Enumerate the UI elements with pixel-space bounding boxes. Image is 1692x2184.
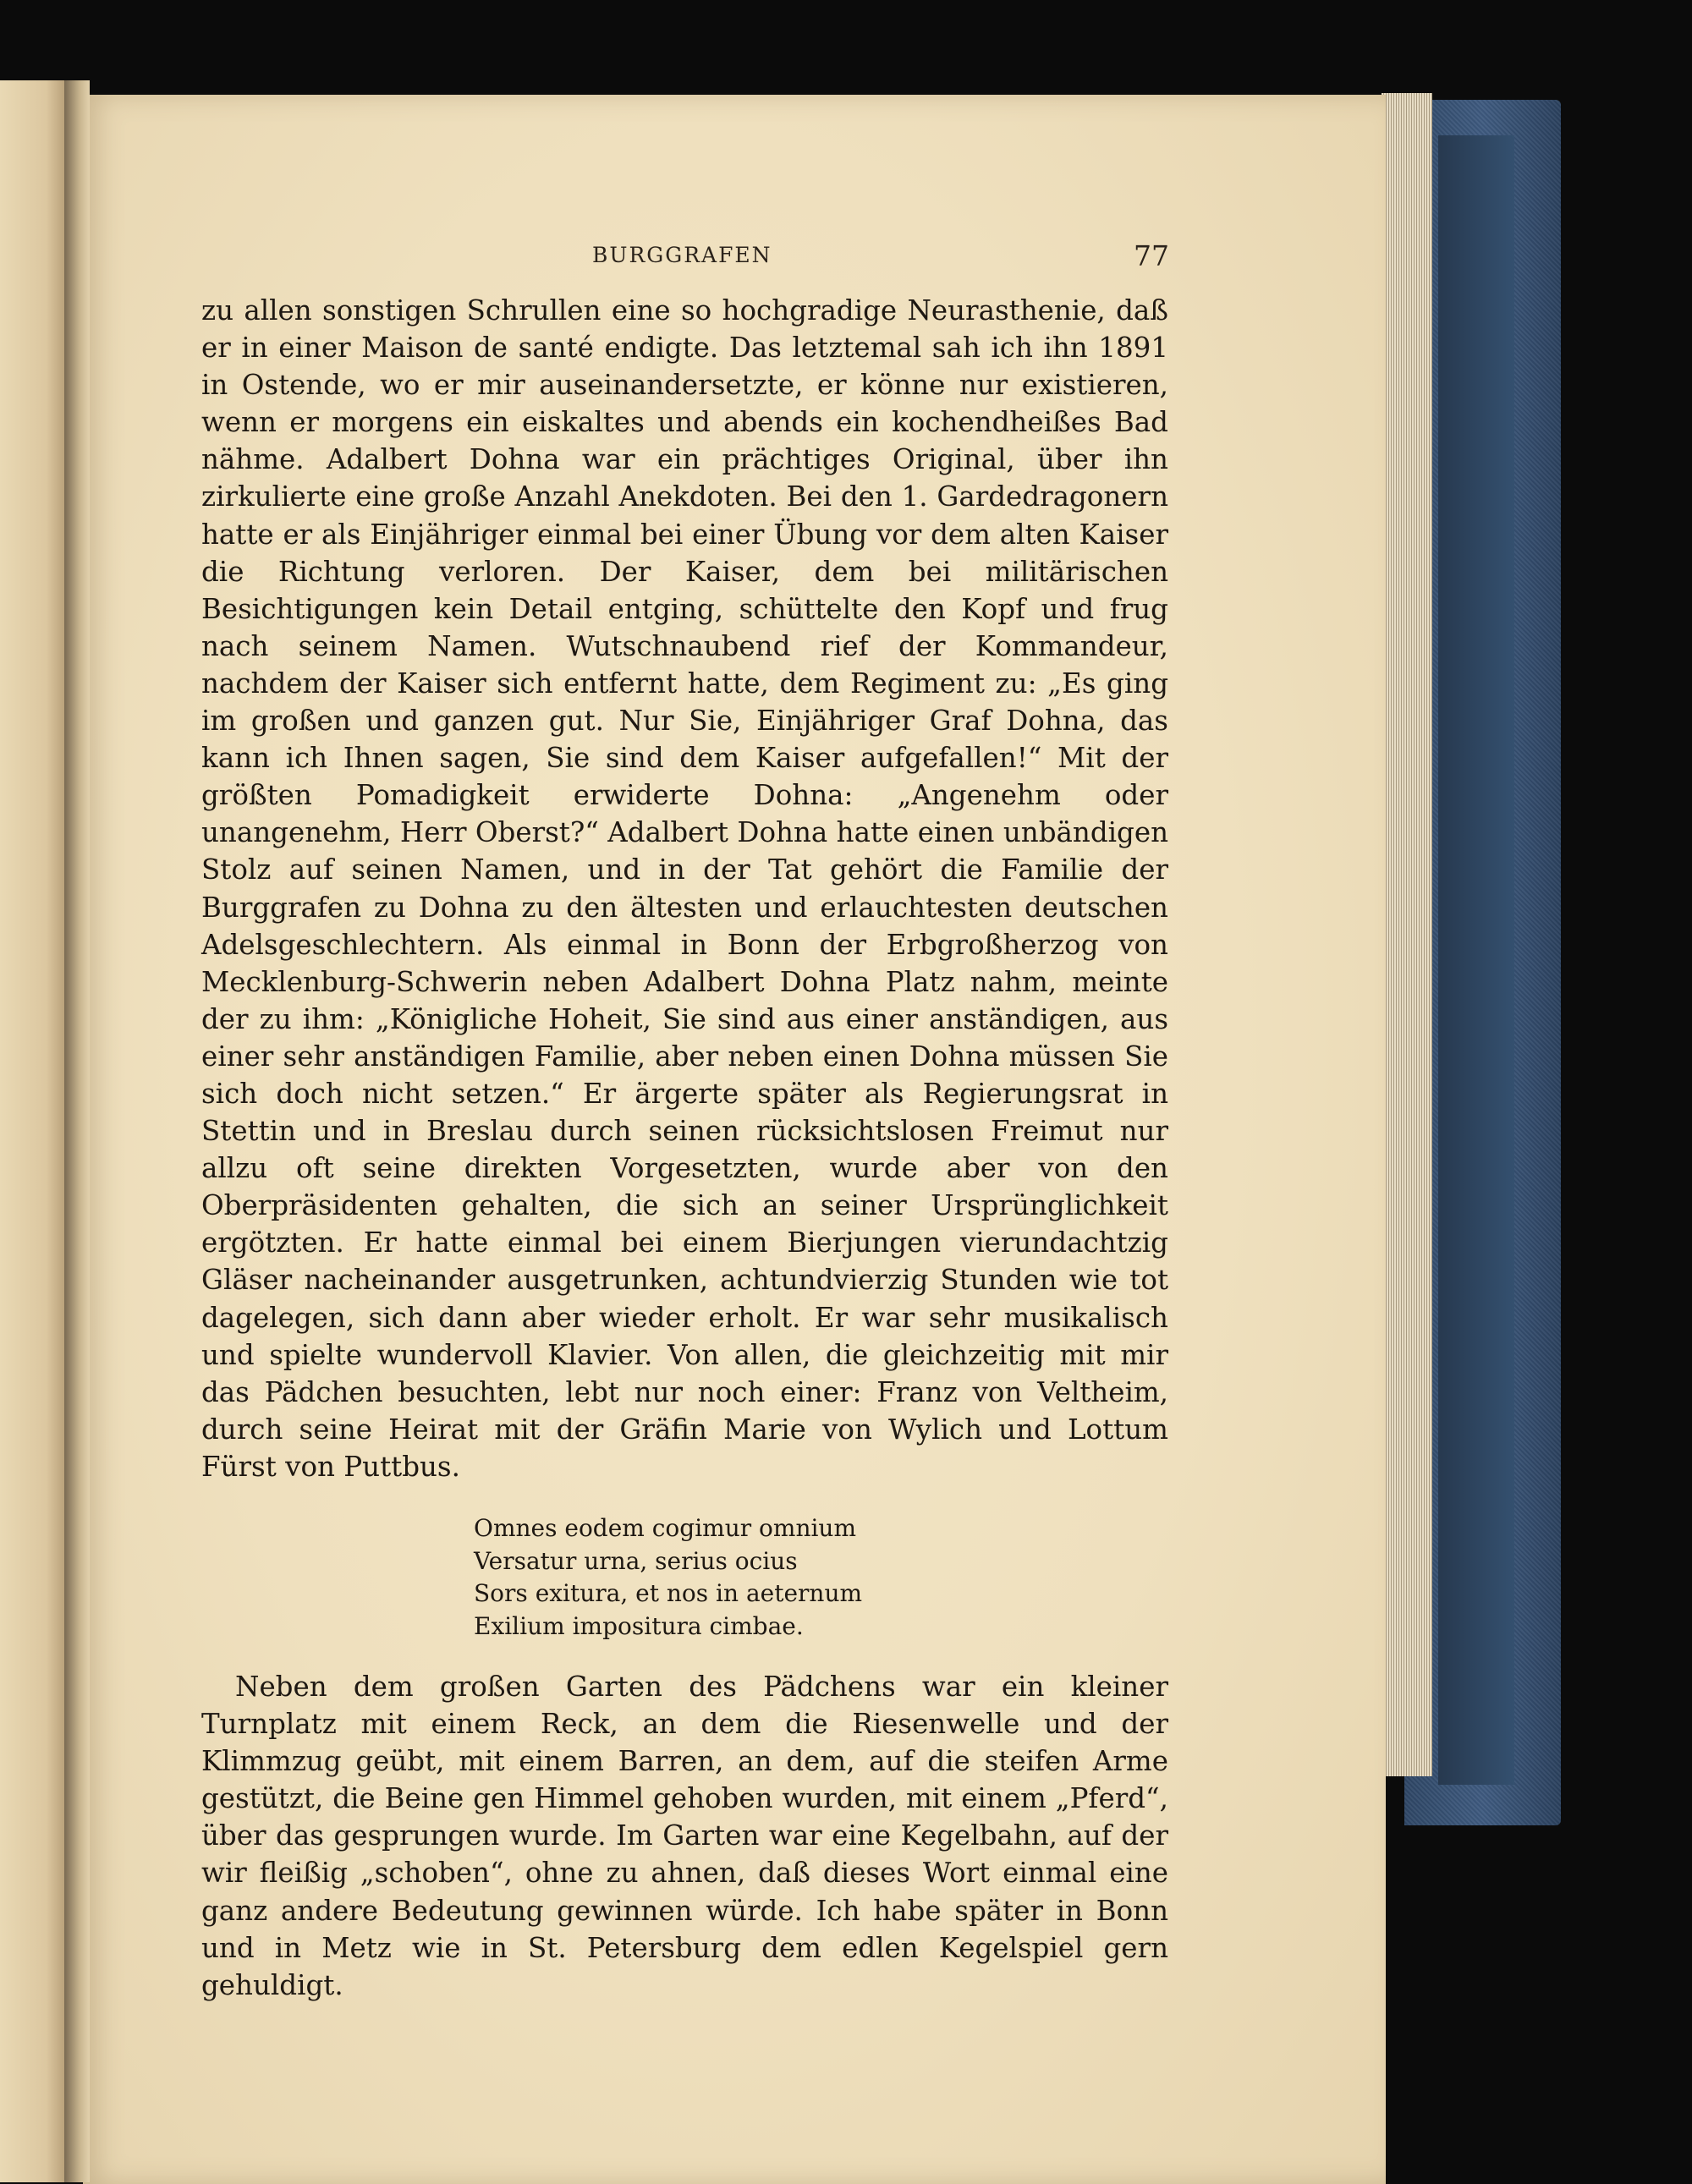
book-cover-inner bbox=[1438, 135, 1514, 1785]
verse-line: Omnes eodem cogimur omnium bbox=[474, 1514, 857, 1542]
body-text bbox=[201, 292, 1168, 2004]
paragraph-1: zu allen sonstigen Schrullen eine so hochgradige Neurasthenie, daß er in einer Maison de santé endigte. Das letztemal sah ich ihn 1891 in Ostende, wo er mir auseinandersetzte, er könne nur existieren, wenn er morgens ein eiskaltes und abends ein kochendheißes Bad nähme. Adalbert Dohna war ein prächtiges Original, über ihn zirkulierte eine große Anzahl Anekdoten. Bei den 1. Gardedragonern hatte er als Einjähriger einmal bei einer Übung vor dem alten Kaiser die Richtung verloren. Der Kaiser, dem bei militärischen Besichtigungen kein Detail entging, schüttelte den Kopf und frug nach seinem Namen. Wutschnaubend rief der Kommandeur, nachdem der Kaiser sich entfernt hatte, dem Regiment zu: „Es ging im großen und ganzen gut. Nur Sie, Einjähriger Graf Dohna, das kann ich Ihnen sagen, Sie sind dem Kaiser aufgefallen!“ Mit der größten Pomadigkeit erwiderte Dohna: „Angenehm oder unangenehm, Herr Oberst?“ Adalbert Dohna hatte einen unbändigen Stolz auf seinen Namen, und in der Tat gehört die Familie der Burggrafen zu Dohna zu den ältesten und erlauchtesten deutschen Adelsgeschlechtern. Als einmal in Bonn der Erbgroßherzog von Mecklenburg-Schwerin neben Adalbert Dohna Platz nahm, meinte der zu ihm: „Königliche Hoheit, Sie sind aus einer anständigen, aus einer sehr anständigen Familie, aber neben einen Dohna müssen Sie sich doch nicht setzen.“ Er ärgerte später als Regierungsrat in Stettin und in Breslau durch seinen rücksichtslosen Freimut nur allzu oft seine direkten Vorgesetzten, wurde aber von den Oberpräsidenten gehalten, die sich an seiner Ursprünglichkeit ergötzten. Er hatte einmal bei einem Bierjungen vierundachtzig Gläser nacheinander ausgetrunken, achtundvierzig Stunden wie tot dagelegen, sich dann aber wieder erholt. Er war sehr musikalisch und spielte wundervoll Klavier. Von allen, die gleichzeitig mit mir das Pädchen besuchten, lebt nur noch einer: Franz von Veltheim, durch seine Heirat mit der Gräfin Marie von Wylich und Lottum Fürst von Puttbus. bbox=[201, 294, 1168, 1483]
verse-line: Exilium impositura cimbae. bbox=[474, 1611, 804, 1640]
verse-line: Sors exitura, et nos in aeternum bbox=[474, 1579, 863, 1607]
verse-line: Versatur urna, serius ocius bbox=[474, 1546, 798, 1575]
page-header bbox=[0, 239, 1692, 277]
latin-verse bbox=[474, 1512, 1168, 1643]
page-number: 77 bbox=[1134, 239, 1169, 272]
left-page-edge bbox=[0, 80, 66, 2182]
page-edges bbox=[1382, 93, 1432, 1776]
running-title: BURGGRAFEN bbox=[592, 243, 772, 267]
paragraph-2: Neben dem großen Garten des Pädchens war ein kleiner Turnplatz mit einem Reck, an dem die Riesenwelle und der Klimmzug geübt, mit einem Barren, an dem, auf die steifen Arme gestützt, die Beine gen Himmel gehoben wurden, mit einem „Pferd“, über das gesprungen wurde. Im Garten war eine Kegelbahn, auf der wir fleißig „schoben“, ohne zu ahnen, daß dieses Wort einmal eine ganz andere Bedeutung gewinnen würde. Ich habe später in Bonn und in Metz wie in St. Petersburg dem edlen Kegelspiel gern gehuldigt. bbox=[201, 1671, 1168, 2001]
gutter-shadow bbox=[64, 80, 90, 2182]
